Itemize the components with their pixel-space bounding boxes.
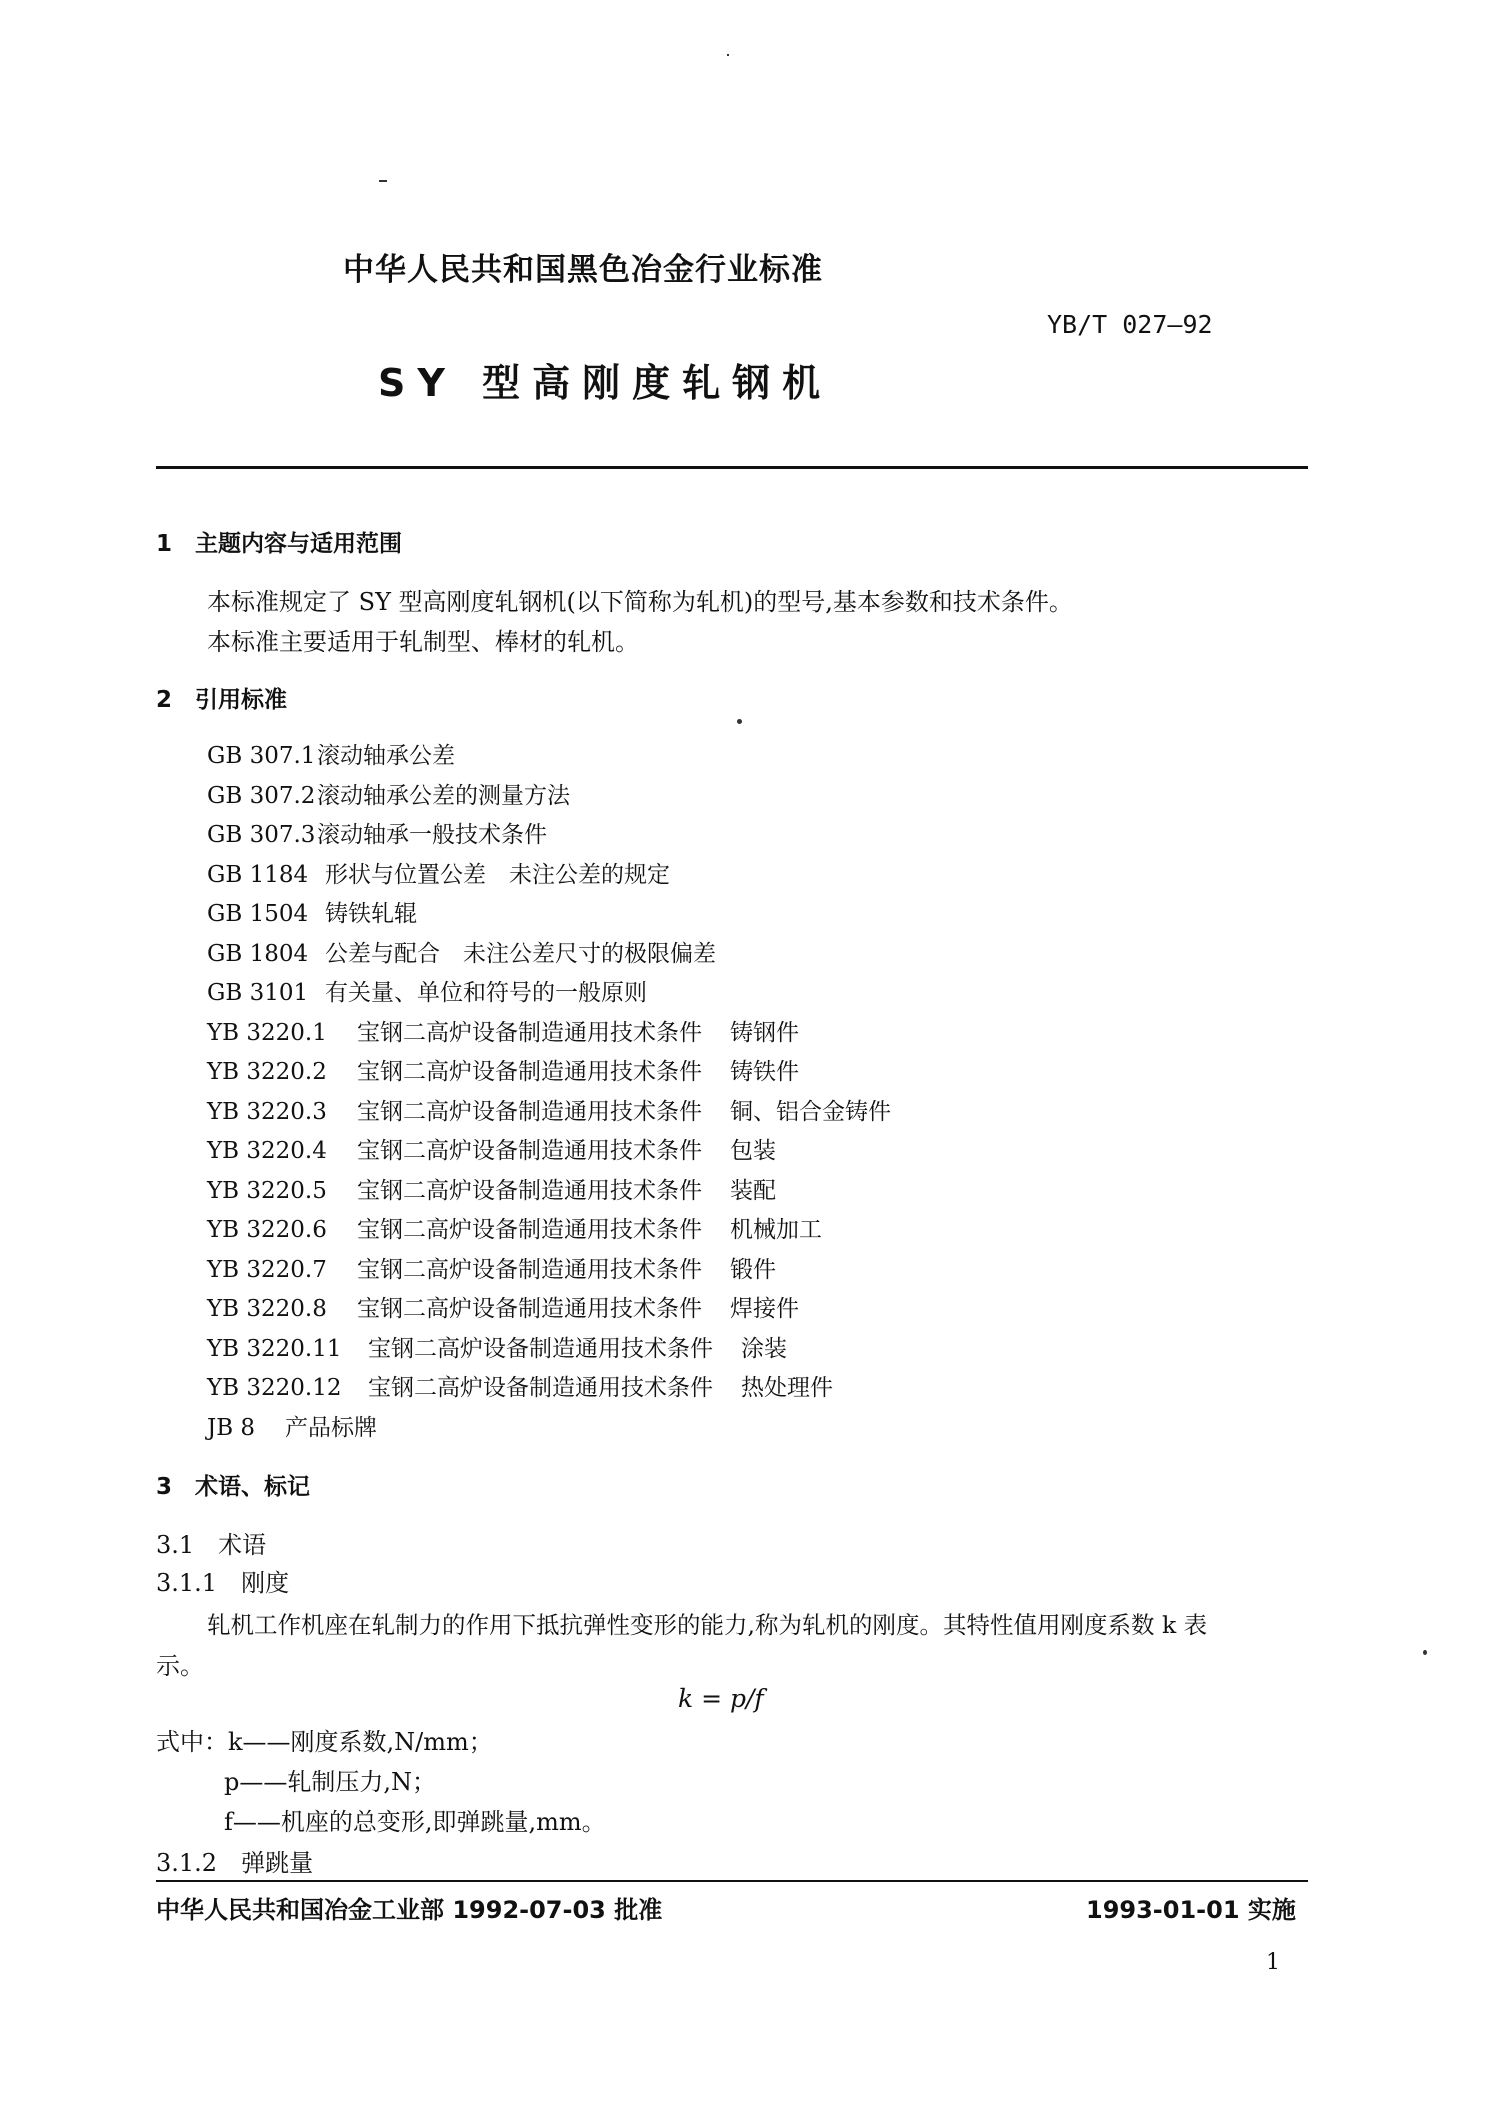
ref-title: 宝钢二高炉设备制造通用技术条件 bbox=[357, 1296, 702, 1322]
reference-item bbox=[207, 777, 1107, 817]
ref-code: YB 3220.7 bbox=[207, 1256, 327, 1283]
ref-subtitle: 包装 bbox=[730, 1138, 776, 1164]
reference-item bbox=[207, 816, 1107, 856]
reference-item bbox=[207, 1409, 1107, 1449]
ref-code: YB 3220.3 bbox=[207, 1098, 327, 1125]
effective-date: 1993-01-01 实施 bbox=[1086, 1896, 1296, 1924]
reference-item bbox=[207, 1330, 1107, 1370]
ref-title: 公差与配合 未注公差尺寸的极限偏差 bbox=[325, 940, 716, 967]
ref-code: YB 3220.4 bbox=[207, 1138, 327, 1164]
reference-item bbox=[207, 737, 1107, 777]
scan-speck bbox=[379, 180, 387, 182]
reference-item bbox=[207, 1172, 1107, 1212]
ref-subtitle: 涂装 bbox=[741, 1335, 787, 1362]
ref-code: JB 8 bbox=[207, 1414, 256, 1441]
ref-title: 形状与位置公差 未注公差的规定 bbox=[325, 861, 670, 888]
formula-where-k: 式中：k——刚度系数,N/mm； bbox=[156, 1728, 493, 1756]
ref-code: GB 307.2 bbox=[207, 782, 316, 809]
footer-rule bbox=[156, 1880, 1308, 1882]
reference-item bbox=[207, 1211, 1107, 1251]
scan-speck bbox=[737, 719, 742, 724]
document-title: SY 型高刚度轧钢机 bbox=[378, 361, 833, 405]
ref-code: YB 3220.1 bbox=[207, 1019, 327, 1046]
reference-list bbox=[207, 737, 1107, 1448]
ref-code: GB 1804 bbox=[207, 940, 309, 967]
section-1-paragraph-1: 本标准规定了 SY 型高刚度轧钢机(以下简称为轧机)的型号,基本参数和技术条件。 bbox=[207, 588, 1073, 616]
ref-code: GB 3101 bbox=[207, 980, 309, 1006]
section-1-heading: 1 主题内容与适用范围 bbox=[156, 531, 403, 557]
section-2-heading: 2 引用标准 bbox=[156, 687, 288, 713]
reference-item bbox=[207, 1369, 1107, 1409]
reference-item bbox=[207, 895, 1107, 935]
section-3-1-2-heading: 3.1.2 弹跳量 bbox=[156, 1849, 314, 1877]
stiffness-definition-line-2: 示。 bbox=[156, 1652, 204, 1680]
ref-code: YB 3220.5 bbox=[207, 1177, 327, 1204]
reference-item bbox=[207, 1014, 1107, 1054]
ref-code: GB 1184 bbox=[207, 861, 309, 888]
formula-where-p: p——轧制压力,N； bbox=[224, 1768, 436, 1796]
ref-title: 宝钢二高炉设备制造通用技术条件 bbox=[357, 1256, 702, 1283]
section-3-heading: 3 术语、标记 bbox=[156, 1474, 311, 1500]
scan-speck bbox=[727, 54, 729, 56]
reference-item bbox=[207, 1251, 1107, 1291]
ref-title: 滚动轴承公差 bbox=[317, 743, 455, 769]
ref-subtitle: 装配 bbox=[730, 1177, 776, 1204]
ref-title: 宝钢二高炉设备制造通用技术条件 bbox=[357, 1059, 702, 1085]
reference-item bbox=[207, 1132, 1107, 1172]
ref-title: 铸铁轧辊 bbox=[325, 901, 417, 927]
standard-number: YB/T 027—92 bbox=[1047, 310, 1213, 339]
reference-item bbox=[207, 856, 1107, 896]
ref-code: YB 3220.2 bbox=[207, 1059, 327, 1085]
ref-title: 宝钢二高炉设备制造通用技术条件 bbox=[368, 1335, 713, 1362]
ref-title: 宝钢二高炉设备制造通用技术条件 bbox=[357, 1177, 702, 1204]
ref-title: 产品标牌 bbox=[285, 1414, 377, 1441]
page-number: 1 bbox=[1266, 1950, 1280, 1975]
ref-title: 宝钢二高炉设备制造通用技术条件 bbox=[357, 1098, 702, 1125]
ref-code: GB 1504 bbox=[207, 901, 309, 927]
stiffness-formula: k = p/f bbox=[678, 1684, 764, 1713]
ref-title: 宝钢二高炉设备制造通用技术条件 bbox=[357, 1138, 702, 1164]
ref-subtitle: 锻件 bbox=[730, 1256, 776, 1283]
section-3-1-heading: 3.1 术语 bbox=[156, 1531, 267, 1559]
ref-title: 宝钢二高炉设备制造通用技术条件 bbox=[357, 1217, 702, 1243]
section-3-1-1-heading: 3.1.1 刚度 bbox=[156, 1569, 290, 1597]
reference-item bbox=[207, 1290, 1107, 1330]
ref-subtitle: 铸铁件 bbox=[730, 1059, 799, 1085]
reference-item bbox=[207, 935, 1107, 975]
ref-title: 滚动轴承公差的测量方法 bbox=[317, 782, 570, 809]
ref-code: GB 307.1 bbox=[207, 743, 316, 769]
scan-speck bbox=[1423, 1650, 1427, 1655]
ref-code: YB 3220.11 bbox=[207, 1335, 342, 1362]
approval-statement: 中华人民共和国冶金工业部 1992-07-03 批准 bbox=[156, 1896, 663, 1924]
formula-where-f: f——机座的总变形,即弹跳量,mm。 bbox=[224, 1808, 606, 1836]
ref-title: 宝钢二高炉设备制造通用技术条件 bbox=[357, 1019, 702, 1046]
ref-code: YB 3220.6 bbox=[207, 1217, 327, 1243]
ref-code: GB 307.3 bbox=[207, 822, 316, 848]
reference-item bbox=[207, 1053, 1107, 1093]
issuing-body-title: 中华人民共和国黑色冶金行业标准 bbox=[343, 252, 823, 288]
title-rule bbox=[156, 466, 1308, 469]
reference-item bbox=[207, 1093, 1107, 1133]
ref-code: YB 3220.8 bbox=[207, 1296, 327, 1322]
ref-title: 有关量、单位和符号的一般原则 bbox=[325, 980, 647, 1006]
ref-title: 滚动轴承一般技术条件 bbox=[317, 822, 547, 848]
reference-item bbox=[207, 974, 1107, 1014]
stiffness-definition-line-1: 轧机工作机座在轧制力的作用下抵抗弹性变形的能力,称为轧机的刚度。其特性值用刚度系数 k 表 bbox=[207, 1611, 1208, 1639]
ref-subtitle: 机械加工 bbox=[730, 1217, 822, 1243]
ref-title: 宝钢二高炉设备制造通用技术条件 bbox=[368, 1375, 713, 1401]
ref-subtitle: 焊接件 bbox=[730, 1296, 799, 1322]
section-1-paragraph-2: 本标准主要适用于轧制型、棒材的轧机。 bbox=[207, 628, 639, 656]
ref-subtitle: 铸钢件 bbox=[730, 1019, 799, 1046]
ref-subtitle: 铜、铝合金铸件 bbox=[730, 1098, 891, 1125]
ref-subtitle: 热处理件 bbox=[741, 1375, 833, 1401]
ref-code: YB 3220.12 bbox=[207, 1375, 342, 1401]
